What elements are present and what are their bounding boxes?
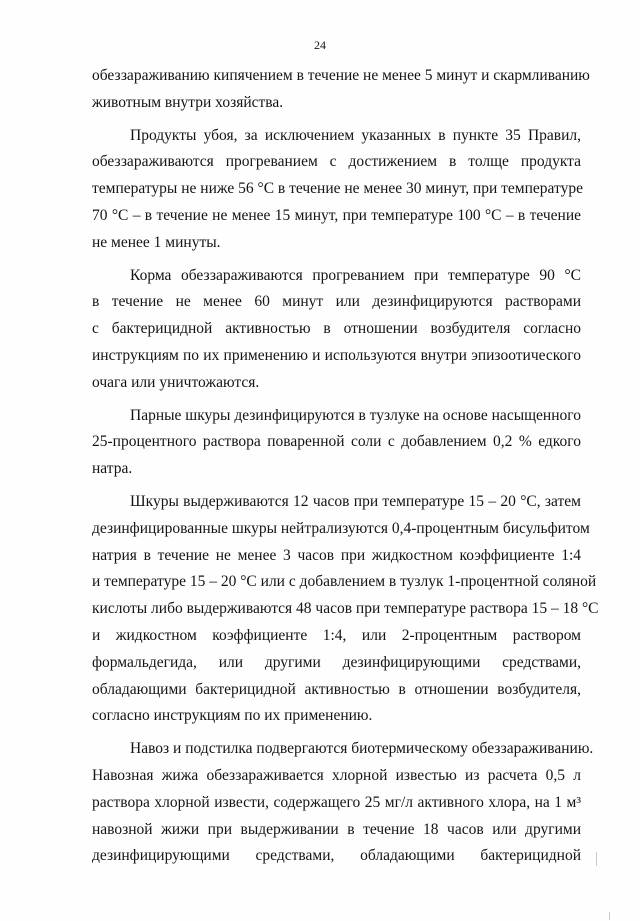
- text-line: формальдегида, или другими дезинфицирующими средствами,: [92, 653, 581, 671]
- paragraph-5: [92, 489, 599, 730]
- text-line: раствора хлорной извести, содержащего 25 мг/л активного хлора, на 1 м³: [92, 793, 581, 811]
- text-line: с бактерицидной активностью в отношении возбудителя согласно: [92, 320, 581, 338]
- text-line: обеззараживаются прогреванием с достижением в толще продукта: [92, 153, 581, 171]
- text-line: дезинфицированные шкуры нейтрализуются 0,4-процентным бисульфитом: [92, 519, 590, 537]
- text-line: очага или уничтожаются.: [92, 373, 260, 391]
- text-line: и жидкостном коэффициенте 1:4, или 2-процентным раствором: [92, 626, 581, 644]
- text-line: животным внутри хозяйства.: [92, 93, 284, 111]
- document-body: [92, 63, 599, 870]
- text-line: обладающими бактерицидной активностью в отношении возбудителя,: [92, 680, 581, 698]
- text-line: Шкуры выдерживаются 12 часов при температуре 15 – 20 °С, затем: [130, 492, 581, 510]
- text-line: согласно инструкциям по их применению.: [92, 707, 373, 725]
- text-line: не менее 1 минуты.: [92, 233, 221, 251]
- text-line: дезинфицирующими средствами, обладающими бактерицидной: [92, 847, 581, 865]
- page-number: 24: [314, 38, 326, 52]
- text-line: Парные шкуры дезинфицируются в тузлуке на основе насыщенного: [130, 406, 581, 424]
- text-line: Навоз и подстилка подвергаются биотермическому обеззараживанию.: [130, 740, 594, 758]
- scan-mark: [596, 852, 597, 866]
- paragraph-4: [92, 403, 581, 483]
- text-line: температуры не ниже 56 °С в течение не менее 30 минут, при температуре: [92, 180, 583, 198]
- text-line: инструкциям по их применению и используются внутри эпизоотического: [92, 346, 581, 364]
- text-line: кислоты либо выдерживаются 48 часов при температуре раствора 15 – 18 °С: [92, 600, 599, 618]
- text-line: и температуре 15 – 20 °С или с добавлением в тузлук 1-процентной соляной: [92, 573, 597, 591]
- paragraph-1: [92, 63, 590, 117]
- text-line: навозной жижи при выдерживании в течение 18 часов или другими: [92, 820, 581, 838]
- text-line: натра.: [92, 460, 133, 478]
- text-line: в течение не менее 60 минут или дезинфицируются растворами: [92, 293, 581, 311]
- paragraph-6: [92, 736, 594, 870]
- scan-mark: [609, 912, 610, 920]
- text-line: Навозная жижа обеззараживается хлорной известью из расчета 0,5 л: [92, 766, 581, 784]
- text-line: обеззараживанию кипячением в течение не менее 5 минут и скармливанию: [92, 67, 590, 84]
- paragraph-2: [92, 123, 581, 257]
- paragraph-3: [92, 263, 581, 397]
- text-line: Корма обеззараживаются прогреванием при температуре 90 °С: [130, 266, 581, 284]
- text-line: 70 °С – в течение не менее 15 минут, при температуре 100 °С – в течение: [92, 206, 581, 224]
- text-line: 25-процентного раствора поваренной соли с добавлением 0,2 % едкого: [92, 433, 581, 451]
- text-line: Продукты убоя, за исключением указанных в пункте 35 Правил,: [130, 126, 581, 144]
- text-line: натрия в течение не менее 3 часов при жидкостном коэффициенте 1:4: [92, 546, 581, 564]
